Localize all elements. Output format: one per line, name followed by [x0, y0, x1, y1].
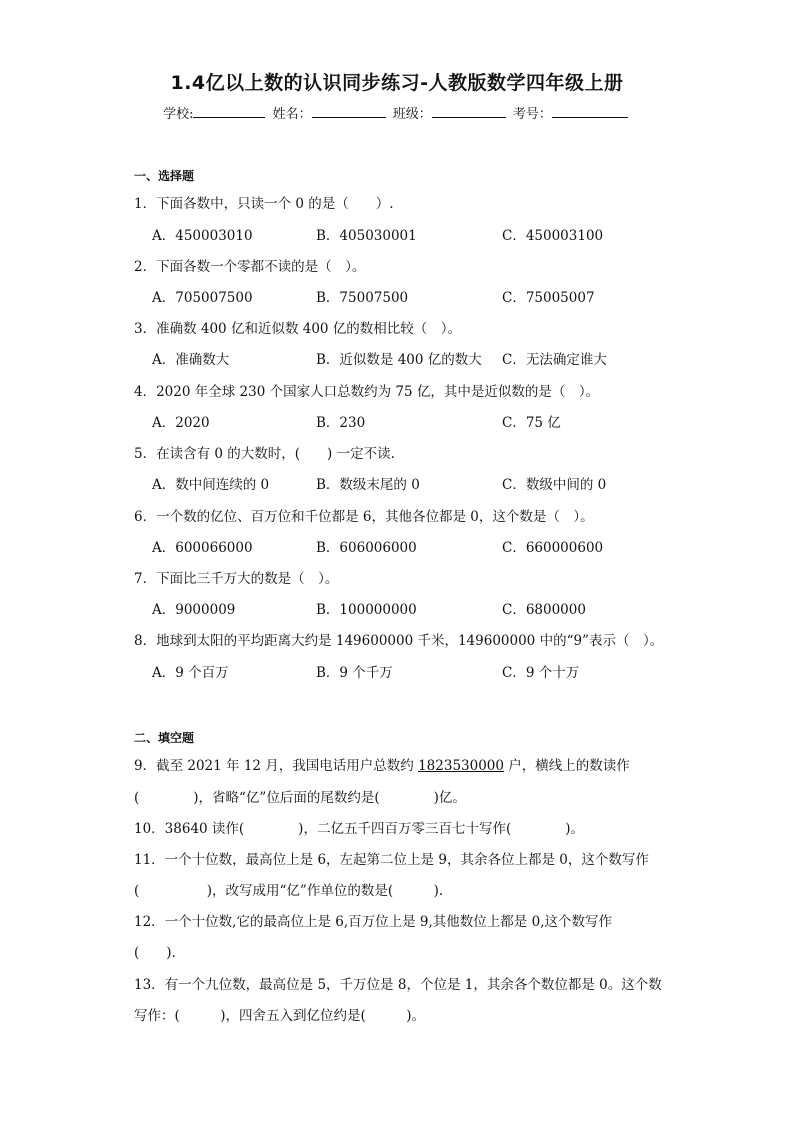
student-info-row [0, 103, 794, 122]
question-7-option-b[interactable]: B．100000000 [316, 602, 417, 618]
exam-number-label: 考号： [512, 107, 552, 122]
question-2-option-b[interactable]: B．75007500 [316, 290, 409, 306]
class-label: 班级： [392, 107, 432, 122]
page-title: 1.4亿以上数的认识同步练习-人教版数学四年级上册 [170, 72, 624, 94]
question-7-option-c[interactable]: C．6800000 [502, 602, 586, 618]
question-10-stem: 10．38640 读作( )，二亿五千四百万零三百七十写作( )。 [134, 821, 584, 837]
question-4-option-a[interactable]: A．2020 [152, 415, 210, 431]
question-6-option-c[interactable]: C．660000600 [502, 540, 604, 556]
question-2-stem: 2．下面各数一个零都不读的是（ ）。 [134, 259, 366, 275]
school-blank[interactable] [193, 103, 265, 118]
question-11-line-1: 11．一个十位数，最高位上是 6，左起第二位上是 9，其余各位上都是 0，这个数写作 [134, 852, 649, 868]
question-5-option-a[interactable]: A．数中间连续的 0 [152, 477, 270, 493]
question-8-option-b[interactable]: B．9 个千万 [316, 665, 393, 681]
exam-number-blank[interactable] [552, 103, 628, 118]
question-9-text-post: 户，横线上的数读作 [504, 758, 630, 774]
question-9-line-1 [134, 754, 630, 774]
question-2-option-a[interactable]: A．705007500 [152, 290, 253, 306]
question-9-text-pre: 9．截至 2021 年 12 月，我国电话用户总数约 [134, 758, 419, 774]
school-label: 学校: [163, 107, 194, 122]
question-3-option-c[interactable]: C．无法确定谁大 [502, 352, 607, 368]
question-5-option-c[interactable]: C．数级中间的 0 [502, 477, 607, 493]
question-1-option-b[interactable]: B．405030001 [316, 228, 417, 244]
question-1-option-c[interactable]: C．450003100 [502, 228, 604, 244]
question-8-stem: 8．地球到太阳的平均距离大约是 149600000 千米，149600000 中的“9”表示（ ）。 [134, 633, 664, 649]
question-11-line-2: ( )，改写成用“亿”作单位的数是( ). [134, 883, 444, 899]
question-7-stem: 7．下面比三千万大的数是（ ）。 [134, 571, 339, 587]
question-5-stem: 5．在读含有 0 的大数时，( ) 一定不读. [134, 446, 395, 462]
section-heading-fill-in: 二、填空题 [134, 731, 195, 745]
question-8-option-a[interactable]: A．9 个百万 [152, 665, 229, 681]
question-13-line-2: 写作：( )，四舍五入到亿位约是( )。 [134, 1008, 426, 1024]
question-3-stem: 3．准确数 400 亿和近似数 400 亿的数相比较（ ）。 [134, 321, 462, 337]
question-1-option-a[interactable]: A．450003010 [152, 228, 253, 244]
question-13-line-1: 13．有一个九位数，最高位是 5，千万位是 8，个位是 1，其余各个数位都是 0。这个数 [134, 977, 662, 993]
question-2-option-c[interactable]: C．75005007 [502, 290, 595, 306]
question-12-line-1: 12．一个十位数,它的最高位上是 6,百万位上是 9,其他数位上都是 0,这个数写作 [134, 914, 612, 930]
question-7-option-a[interactable]: A．9000009 [152, 602, 236, 618]
name-label: 姓名： [272, 107, 312, 122]
question-9-underlined-number: 1823530000 [418, 758, 504, 774]
question-5-option-b[interactable]: B．数级末尾的 0 [316, 477, 420, 493]
question-1-stem: 1．下面各数中，只读一个 0 的是（ ）. [134, 196, 394, 212]
question-3-option-a[interactable]: A．准确数大 [152, 352, 230, 368]
question-6-option-b[interactable]: B．606006000 [316, 540, 417, 556]
question-3-option-b[interactable]: B．近似数是 400 亿的数大 [316, 352, 482, 368]
question-4-option-b[interactable]: B．230 [316, 415, 366, 431]
question-8-option-c[interactable]: C．9 个十万 [502, 665, 580, 681]
section-heading-choice: 一、选择题 [134, 169, 195, 183]
question-9-line-2: ( )，省略“亿”位后面的尾数约是( )亿。 [134, 790, 466, 806]
class-blank[interactable] [432, 103, 506, 118]
name-blank[interactable] [312, 103, 386, 118]
question-12-line-2: ( ). [134, 945, 176, 961]
question-6-stem: 6．一个数的亿位、百万位和千位都是 6，其他各位都是 0，这个数是（ ）。 [134, 509, 594, 525]
question-4-option-c[interactable]: C．75 亿 [502, 415, 561, 431]
question-6-option-a[interactable]: A．600066000 [152, 540, 253, 556]
question-4-stem: 4．2020 年全球 230 个国家人口总数约为 75 亿，其中是近似数的是（ ）。 [134, 384, 600, 400]
